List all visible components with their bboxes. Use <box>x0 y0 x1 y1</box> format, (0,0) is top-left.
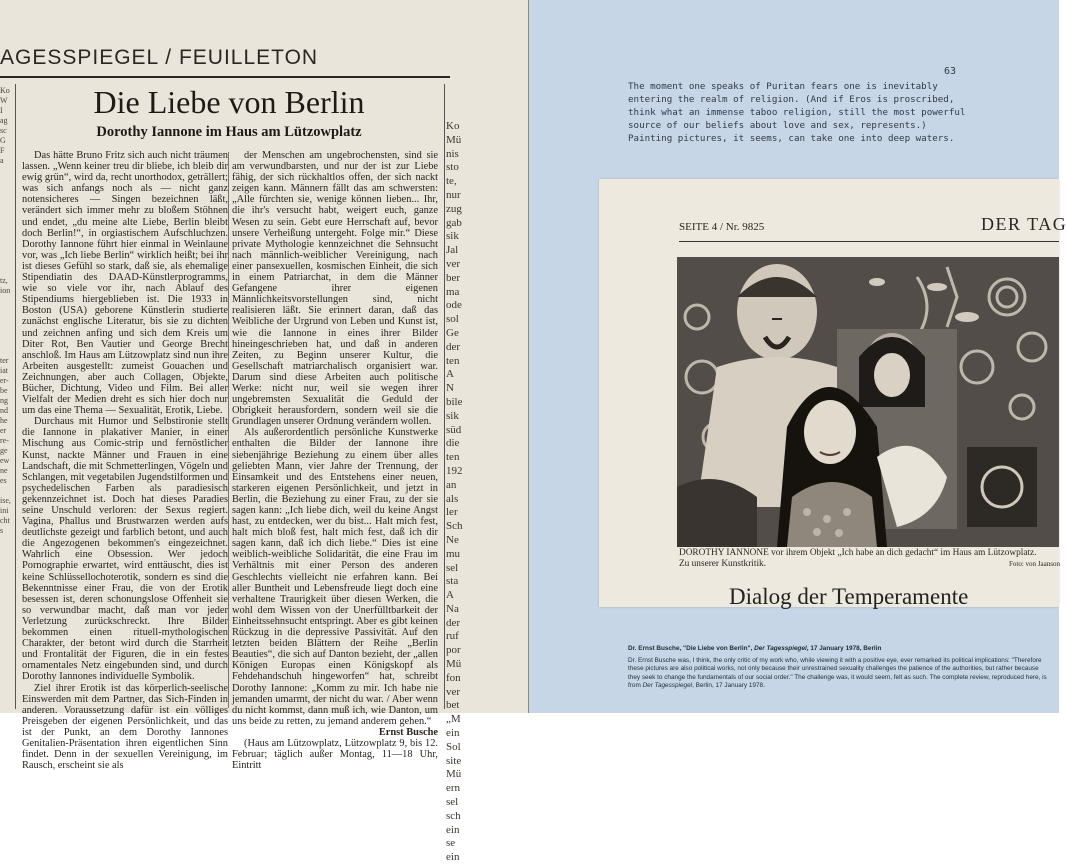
fragment-word: sc <box>0 126 7 135</box>
article-paragraph: Das hätte Bruno Fritz sich auch nicht träumen lassen. „Wenn keiner treu dir bliebe, ich bleib dir ewig grün“, wird da, recht unorthodox, geträllert; was sich anfangs noch als — nicht ganz notensicheres — Singen bezeichnen läßt, verändert sich immer mehr zu bloßem Stöhnen und endet, „du meine alte Liebe, Berlin bleibt doch Berlin!“, in orgiastischem Aufschluchzen. Dorothy Iannone führt hier einmal in Weinlaune vor, was „Ich liebe Berlin“ wirklich heißt; bei ihr ist dieses Gefühl so stark, daß sie, als ehemalige Stipendiatin des DAAD-Künstlerprogramms, wie so viele vor ihr, nach Ablauf des Stipendiums hiergeblieben ist. Die 1933 in Boston (USA) geborene Künstlerin studierte zunächst englische Literatur, bis sie zu dichten und zeichnen anfing und sich dem Kreis um Diter Rot, Ben Vautier und George Brecht anschloß. Im Haus am Lützowplatz sind nun ihre Arbeiten ausgestellt: zumeist Gouachen und Zeichnungen, aber auch Collagen, Objekte, Bücher, Dichtung, Video und Film. Bei aller Vielfalt der Medien dreht es sich hier doch nur um das eine Thema — Sexualität, Erotik, Liebe. <box>22 150 228 417</box>
fragment-word: sol <box>446 313 459 326</box>
fragment-word: sik <box>446 230 459 243</box>
fragment-word <box>0 186 12 196</box>
article-paragraph: Ziel ihrer Erotik ist das körperlich-seelische Einswerden mit dem Partner, das Sich-Finden in anderen. Voraussetzung dafür ist ein völliges Preisgeben der eigenen Persönlichkeit, und das ist der Punkt, an dem Dorothy Iannones Genitalien-Präsentation ihren eigentlichen Sinn findet. Denn in der sexuellen Vereinigung, im Rausch, erscheint sie als <box>22 682 228 772</box>
fragment-word: sel <box>446 561 459 574</box>
clipping-paper-name: DER TAG <box>981 214 1067 234</box>
fragment-word: der <box>446 616 461 629</box>
fragment-word: site <box>446 754 462 767</box>
pull-quote: The moment one speaks of Puritan fears one is inevitably entering the realm of religion. (And if Eros is proscribed, think what an immense taboo religion, still the most powerful source of our beliefs about love and sex, represents.) Painting pictures, it seems, can take one into deep waters. <box>628 81 966 145</box>
fragment-word: sch <box>446 809 461 822</box>
article-paragraph: Durchaus mit Humor und Selbstironie stellt die Iannone in plakativer Manier, in einer Mischung aus Comic-strip und fernöstlicher Kunst, nackte Männer und Frauen in eine Landschaft, die mit Schmetterlingen, Vögeln und Schlangen, mit vegetabilen Jugendstilformen und psychedelischen Farben als paradiesisch gekennzeichnet ist. Doch hat dieses Paradies seine Unschuld verloren: der Sexus regiert. Vagina, Phallus und Brustwarzen werden aufs deutlichste gezeigt und farblich betont, und auch die Angezogenen bekommen's eingezeichnet. Wahrlich eine Obsession. Wer jedoch Pornographie erwartet, wird enttäuscht, dies ist keine Schlüssellochoterotik, sondern es sind die Bekenntnisse einer Frau, die von der Erotik besessen ist, deren schonungslose Offenheit sie so verwundbar macht, daß man vor jeder Verletzung zurückschreckt. Ihre Bilder bekommen einen rituell-mythologischen Charakter, der betont wird durch die Starrheit und Frontalität der Figuren, die in ein festes ornamentales Netz eingebunden sind, und durch Dorothy Iannones individuelle Symbolik. <box>22 416 228 683</box>
exhibition-note: (Haus am Lützowplatz, Lützowplatz 9, bis 12. Februar; täglich außer Montag, 11—18 Uhr, Eintritt <box>232 737 438 772</box>
caption-line-2: Zu unserer Kunstkritik. <box>679 559 767 569</box>
fragment-word <box>0 326 12 336</box>
fragment-word: tz, <box>0 276 8 285</box>
fragment-word: Sch <box>446 520 463 533</box>
fragment-word: ern <box>446 782 461 795</box>
source-body-text: Dr. Ernst Busche was, I think, the only critic of my work who, while viewing it with a positive eye, ever remarked its political implications: "Therefore these pictures are also political works, not only because their unrestrained sexuality challenges the patience of the authorities, but rather because they seek to change the fundamentals of our social order." The challenge was, it would seem, felt as such. The complete review, reproduced here, is from <box>628 657 1047 689</box>
fragment-word: I <box>0 106 3 115</box>
fragment-word: Ge <box>446 326 459 339</box>
fragment-word: Mü <box>446 133 462 146</box>
fragment-word: ein <box>446 823 460 836</box>
fragment-word: s <box>0 526 4 535</box>
fragment-word: Ne <box>446 533 459 546</box>
page-number: 63 <box>944 66 957 77</box>
fragment-word: iat <box>0 366 8 375</box>
fragment-word: ein <box>446 727 460 740</box>
source-title <box>628 645 1048 653</box>
article-subheadline: Dorothy Iannone im Haus am Lützowplatz <box>96 124 362 140</box>
fragment-word: Sol <box>446 740 461 753</box>
author-signature: Ernst Busche <box>378 726 438 738</box>
fragment-word <box>0 246 12 256</box>
fragment-word: ter <box>0 356 9 365</box>
fragment-word <box>0 296 12 306</box>
fragment-word: se <box>446 837 456 850</box>
article-paragraph: Als außerordentlich persönliche Kunstwerke enthalten die Bilder der Iannone ihre siebenjährige Beziehung zu einem über alles geliebten Mann, vier Jahre der Trennung, der Einsamkeit und des Entstehens einer neuen, starkeren eigenen Persönlichkeit, und jetzt in Berlin, die Beziehung zu einer Frau, zu der sie sagen kann: „Ich liebe dich, weil du keine Angst hast, zu entdecken, wer du bist... Halt mich fest, halt mich bloß fest, halt mich fest, daß ich dir sagen kann, daß ich dich liebe.“ Dies ist eine weiblich-weibliche Solidarität, die eine Frau im Verhältnis mit einer Person des anderen Geschlechts vielleicht nie erfahren kann. Bei aller Buntheit und Lebensfreude liegt doch eine verhaltene Traurigkeit über diesen Werken, die wohl dem Wissen von der Unerfülltbarkeit der Einheitssehnsucht entspringt. Aber es gibt keinen Rückzug in die depressive Passivität. Auf den letzten beiden Blättern der Reihe „Berlin Beauties“, die sich auf Danton bezieht, der „allen Königen Europas einen Königskopf als Fehdehandschuh hingeworfen“ hat, schreibt Dorothy Iannone: „Komm zu mir. Ich habe nie jemanden umarmt, der nicht du war. / Aber wenn du nicht kommst, dann muß ich, wie Danton, um uns beide zu retten, zu jemand anderem gehen.“ <box>232 427 438 727</box>
fragment-word: ein <box>446 851 460 864</box>
fragment-word: ion <box>0 286 11 295</box>
fragment-word: fon <box>446 671 461 684</box>
fragment-word: es <box>0 476 7 485</box>
fragment-word: ew <box>0 456 10 465</box>
fragment-word: die <box>446 437 460 450</box>
fragment-word: Ko <box>0 86 10 95</box>
fragment-word: er <box>0 426 7 435</box>
fragment-word: ten <box>446 451 460 464</box>
fragment-word: ag <box>0 116 8 125</box>
fragment-word: ver <box>446 685 461 698</box>
fragment-word: sta <box>446 575 459 588</box>
fragment-word: ma <box>446 285 460 298</box>
fragment-word: ber <box>446 271 461 284</box>
fragment-word: nur <box>446 188 461 201</box>
fragment-word: an <box>446 478 457 491</box>
fragment-word: ise, <box>0 496 11 505</box>
fragment-word <box>0 216 12 226</box>
fragment-word: sel <box>446 796 459 809</box>
column-divider <box>228 152 229 708</box>
fragment-word <box>0 196 12 206</box>
fragment-word: ver <box>446 257 461 270</box>
fragment-word: süd <box>446 423 462 436</box>
fragment-word: W <box>0 96 8 105</box>
fragment-word: sik <box>446 409 459 422</box>
fragment-word: nis <box>446 147 459 160</box>
scanned-newspaper-page <box>0 0 528 864</box>
source-body <box>628 657 1048 690</box>
fragment-word <box>0 486 12 496</box>
fragment-word: ode <box>446 299 462 312</box>
fragment-word: cht <box>0 516 10 525</box>
fragment-word: te, <box>446 175 457 188</box>
fragment-word: gab <box>446 216 462 229</box>
fragment-word: Ko <box>446 120 460 132</box>
fragment-word: als <box>446 492 459 505</box>
source-body-newspaper: Der Tagesspiegel <box>642 681 693 689</box>
fragment-word <box>0 166 12 176</box>
fragment-word: por <box>446 644 461 657</box>
fragment-word: be <box>0 386 8 395</box>
newspaper-clipping <box>599 179 1067 609</box>
fragment-word: re- <box>0 436 9 445</box>
fragment-word: ler <box>446 506 458 519</box>
clipping-page-header: SEITE 4 / Nr. 9825 <box>679 221 765 233</box>
clipping-rule <box>679 241 1059 242</box>
photo-credit: Foto: von Jaanson <box>1009 560 1060 568</box>
fragment-word: mu <box>446 547 461 560</box>
fragment-word: bile <box>446 395 463 408</box>
article-column-2 <box>232 150 438 771</box>
source-title-newspaper: Der Tagesspiegel <box>754 645 807 652</box>
fragment-word: ruf <box>446 630 459 643</box>
fragment-word: Na <box>446 602 459 615</box>
source-note <box>628 645 1048 690</box>
fragment-word: bet <box>446 699 460 712</box>
fragment-word: A <box>446 589 454 602</box>
fragment-word: a <box>0 156 4 165</box>
newspaper-masthead: AGESSPIEGEL / FEUILLETON <box>0 46 319 69</box>
fragment-word: Mü <box>446 658 462 671</box>
fragment-word <box>0 256 12 266</box>
fragment-word: Jal <box>446 244 459 257</box>
source-title-date: , 17 January 1978, Berlin <box>806 645 882 652</box>
artist-photo-illustration <box>677 257 1059 547</box>
fragment-word: ne <box>0 466 8 475</box>
adjacent-column-right-fragment <box>446 120 528 864</box>
photo-caption <box>679 548 1059 570</box>
fragment-word: zug <box>446 202 462 215</box>
fragment-word: der <box>446 340 461 353</box>
fragment-word: nd <box>0 406 8 415</box>
fragment-word: ng <box>0 396 8 405</box>
fragment-word <box>0 316 12 326</box>
fragment-word <box>0 206 12 216</box>
adjacent-column-left-fragment <box>0 86 12 706</box>
caption-line-1: DOROTHY IANNONE vor ihrem Objekt „Ich habe an dich gedacht“ im Haus am Lützowplatz. <box>679 548 1037 558</box>
fragment-word: G <box>0 136 6 145</box>
source-body-date: , Berlin, 17 January 1978. <box>692 681 765 689</box>
fragment-word <box>0 236 12 246</box>
masthead-rule <box>0 76 450 78</box>
fragment-word: ge <box>0 446 8 455</box>
fragment-word: 192 <box>446 464 463 477</box>
article-column-1 <box>22 150 228 771</box>
fragment-word <box>0 266 12 276</box>
fragment-word: A <box>446 368 454 381</box>
artist-photo <box>677 257 1059 547</box>
fragment-word: „M <box>446 713 461 726</box>
fragment-word <box>0 176 12 186</box>
fragment-word: sto <box>446 161 459 174</box>
fragment-word <box>0 226 12 236</box>
fragment-word: ten <box>446 354 460 367</box>
fragment-word: N <box>446 382 454 395</box>
article-paragraph: der Menschen am ungebrochensten, sind sie am verwundbarsten, und nur der ist zur Liebe fähig, der sich rückhaltlos offen, der sich nackt zeigen kann. Männern fällt das am schwersten: „Alle fürchten sie, wenige können lieben... Ihr, die ihr's versucht habt, weigert euch, ganze Wesen zu sein. Gebt eure Herrschaft auf, bevor unsere Verheißung untergeht. Folge mir.“ Diese private Mythologie kennzeichnet die Sehnsucht nach männlich-weiblicher Vereinigung, nach einer pansexuellen, kosmischen Einheit, die sich in einem Patriarchat, in dem die Männer Gefangene ihrer eigenen Männlichkeitsvorstellungen sind, nicht realisieren läßt. Sie erinnert daran, daß das Weibliche der Urgrund von Leben und Kunst ist, wie die Iannone in eines ihrer Bilder hineingeschrieben hat, und daß in anderen Zeiten, zu Beginn unserer Kultur, die Gesellschaft matriarchalisch organisiert war. Darum sind diese Arbeiten auch politische Werke: nicht nur, weil sie wegen ihrer ungebremsten Sexualität die Geduld der Obrigkeit herausfordern, sondern weil sie die Grundlagen unserer Ordnung verändern wollen. <box>232 150 438 428</box>
source-title-author: Dr. Ernst Busche, "Die Liebe von Berlin", <box>628 645 755 652</box>
fragment-word <box>0 346 12 356</box>
fragment-word: he <box>0 416 8 425</box>
fragment-word <box>0 336 12 346</box>
fragment-word: Mü <box>446 768 462 781</box>
fragment-word: F <box>0 146 5 155</box>
clipping-headline: Dialog der Temperamente <box>729 584 969 609</box>
fragment-word <box>0 306 12 316</box>
fragment-word: ini <box>0 506 9 515</box>
article-headline: Die Liebe von Berlin <box>93 84 365 120</box>
fragment-word: er- <box>0 376 9 385</box>
